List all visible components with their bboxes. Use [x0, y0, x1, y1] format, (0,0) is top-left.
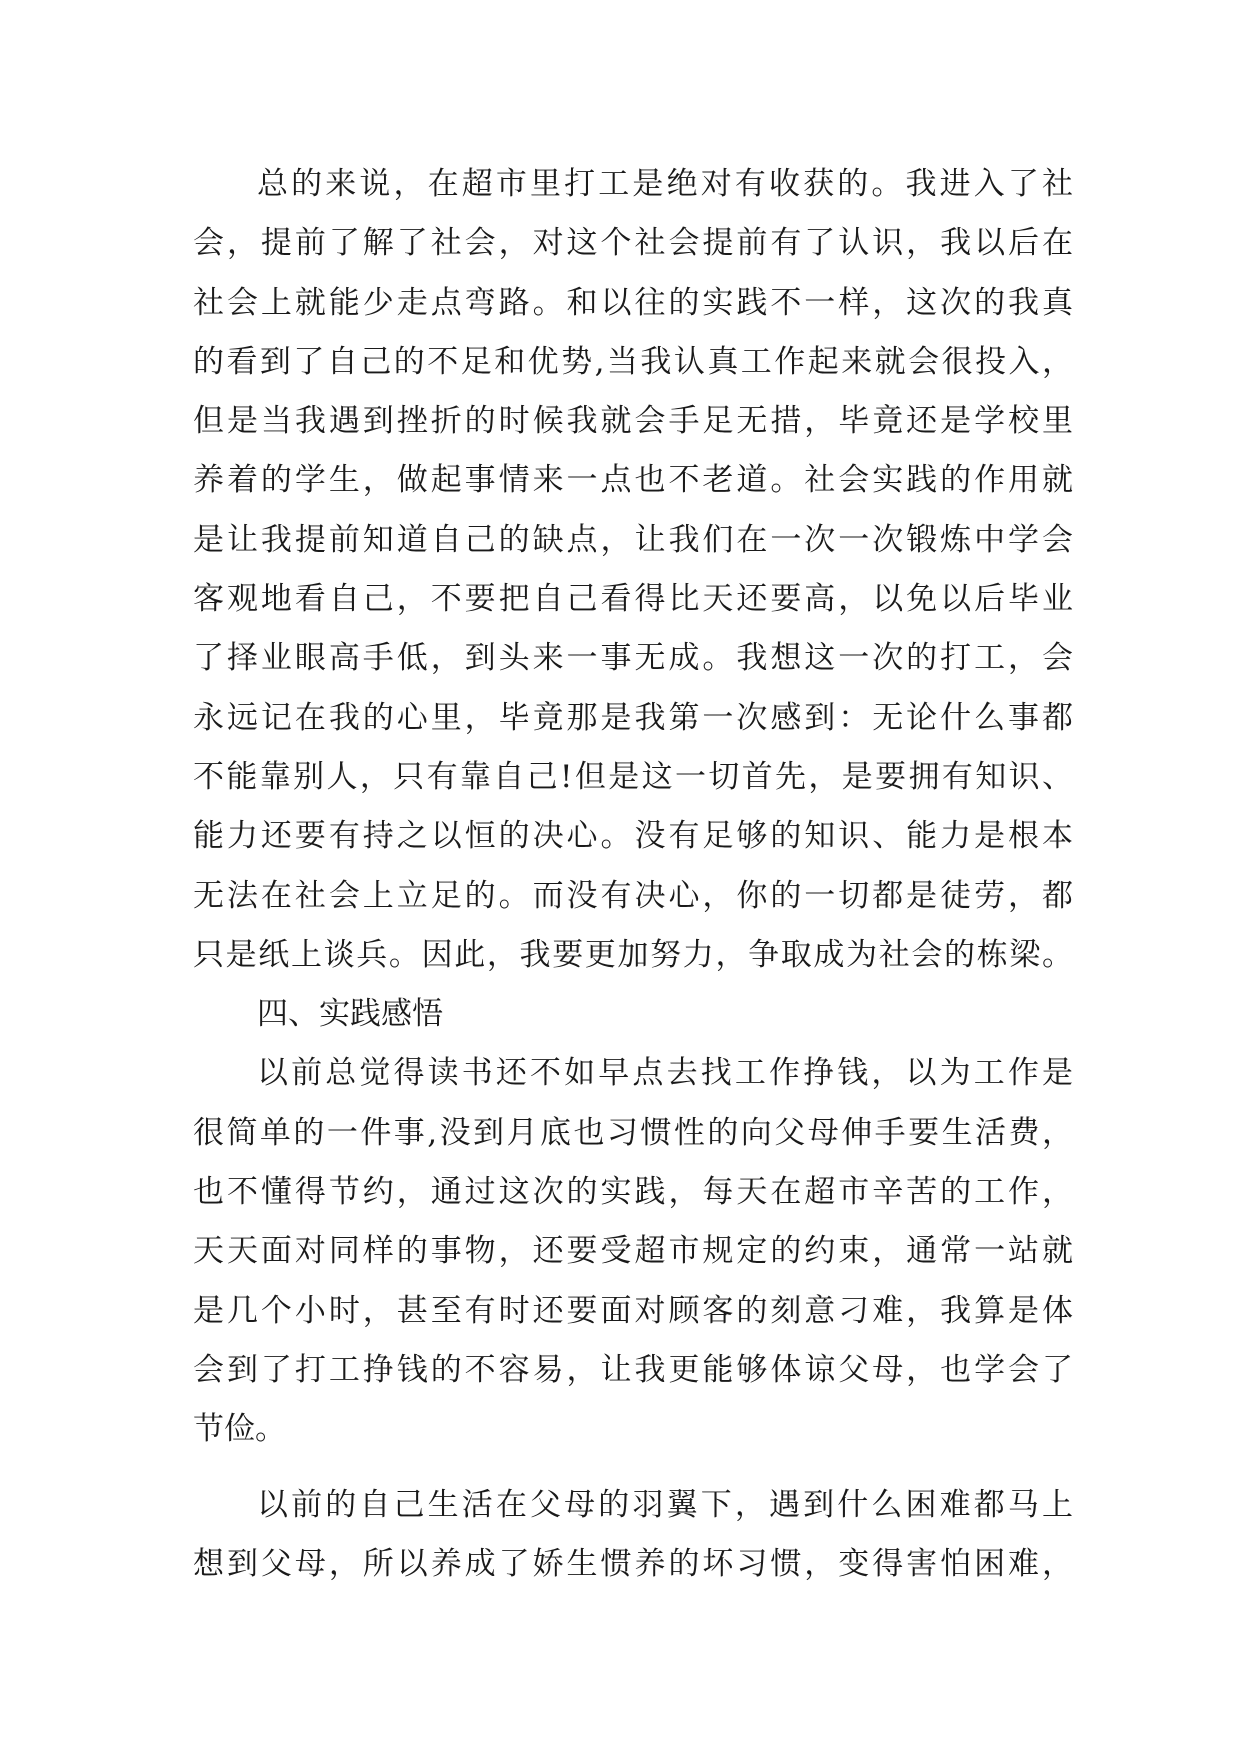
text-line: 不能靠别人，只有靠自己!但是这一切首先，是要拥有知识、	[193, 758, 1073, 795]
text-line: 社会上就能少走点弯路。和以往的实践不一样，这次的我真	[193, 284, 1073, 321]
body-text	[193, 155, 1073, 1594]
paragraph-reflection	[193, 1044, 1073, 1459]
paragraph-parents	[193, 1476, 1073, 1595]
text-line: 会到了打工挣钱的不容易，让我更能够体谅父母，也学会了	[193, 1351, 1073, 1388]
section-heading-text: 四、实践感悟	[257, 996, 443, 1033]
text-line: 会，提前了解了社会，对这个社会提前有了认识，我以后在	[193, 225, 1073, 262]
text-line: 永远记在我的心里，毕竟那是我第一次感到：无论什么事都	[193, 699, 1073, 736]
text-line: 节俭。	[193, 1411, 286, 1448]
text-line: 以前的自己生活在父母的羽翼下，遇到什么困难都马上	[257, 1486, 1073, 1523]
text-line: 能力还要有持之以恒的决心。没有足够的知识、能力是根本	[193, 818, 1073, 855]
text-line: 总的来说，在超市里打工是绝对有收获的。我进入了社	[257, 166, 1073, 202]
text-line: 很简单的一件事,没到月底也习惯性的向父母伸手要生活费，	[193, 1114, 1073, 1151]
text-line: 想到父母，所以养成了娇生惯养的坏习惯，变得害怕困难，	[193, 1545, 1073, 1582]
text-line: 的看到了自己的不足和优势,当我认真工作起来就会很投入，	[193, 343, 1073, 380]
paragraph-summary	[193, 155, 1073, 985]
text-line: 也不懂得节约，通过这次的实践，每天在超市辛苦的工作，	[193, 1174, 1073, 1211]
text-line: 但是当我遇到挫折的时候我就会手足无措，毕竟还是学校里	[193, 403, 1073, 440]
text-line: 养着的学生，做起事情来一点也不老道。社会实践的作用就	[193, 462, 1073, 499]
text-line: 是几个小时，甚至有时还要面对顾客的刻意刁难，我算是体	[193, 1292, 1073, 1329]
text-line: 以前总觉得读书还不如早点去找工作挣钱，以为工作是	[257, 1055, 1073, 1092]
paragraph-spacer	[193, 1460, 1073, 1476]
section-heading	[193, 985, 1073, 1044]
text-line: 只是纸上谈兵。因此，我要更加努力，争取成为社会的栋梁。	[193, 936, 1073, 973]
text-line: 是让我提前知道自己的缺点，让我们在一次一次锻炼中学会	[193, 521, 1073, 558]
text-line: 客观地看自己，不要把自己看得比天还要高，以免以后毕业	[193, 581, 1073, 618]
text-line: 天天面对同样的事物，还要受超市规定的约束，通常一站就	[193, 1233, 1073, 1270]
text-line: 了择业眼高手低，到头来一事无成。我想这一次的打工，会	[193, 640, 1073, 677]
text-line: 无法在社会上立足的。而没有决心，你的一切都是徒劳，都	[193, 877, 1073, 914]
